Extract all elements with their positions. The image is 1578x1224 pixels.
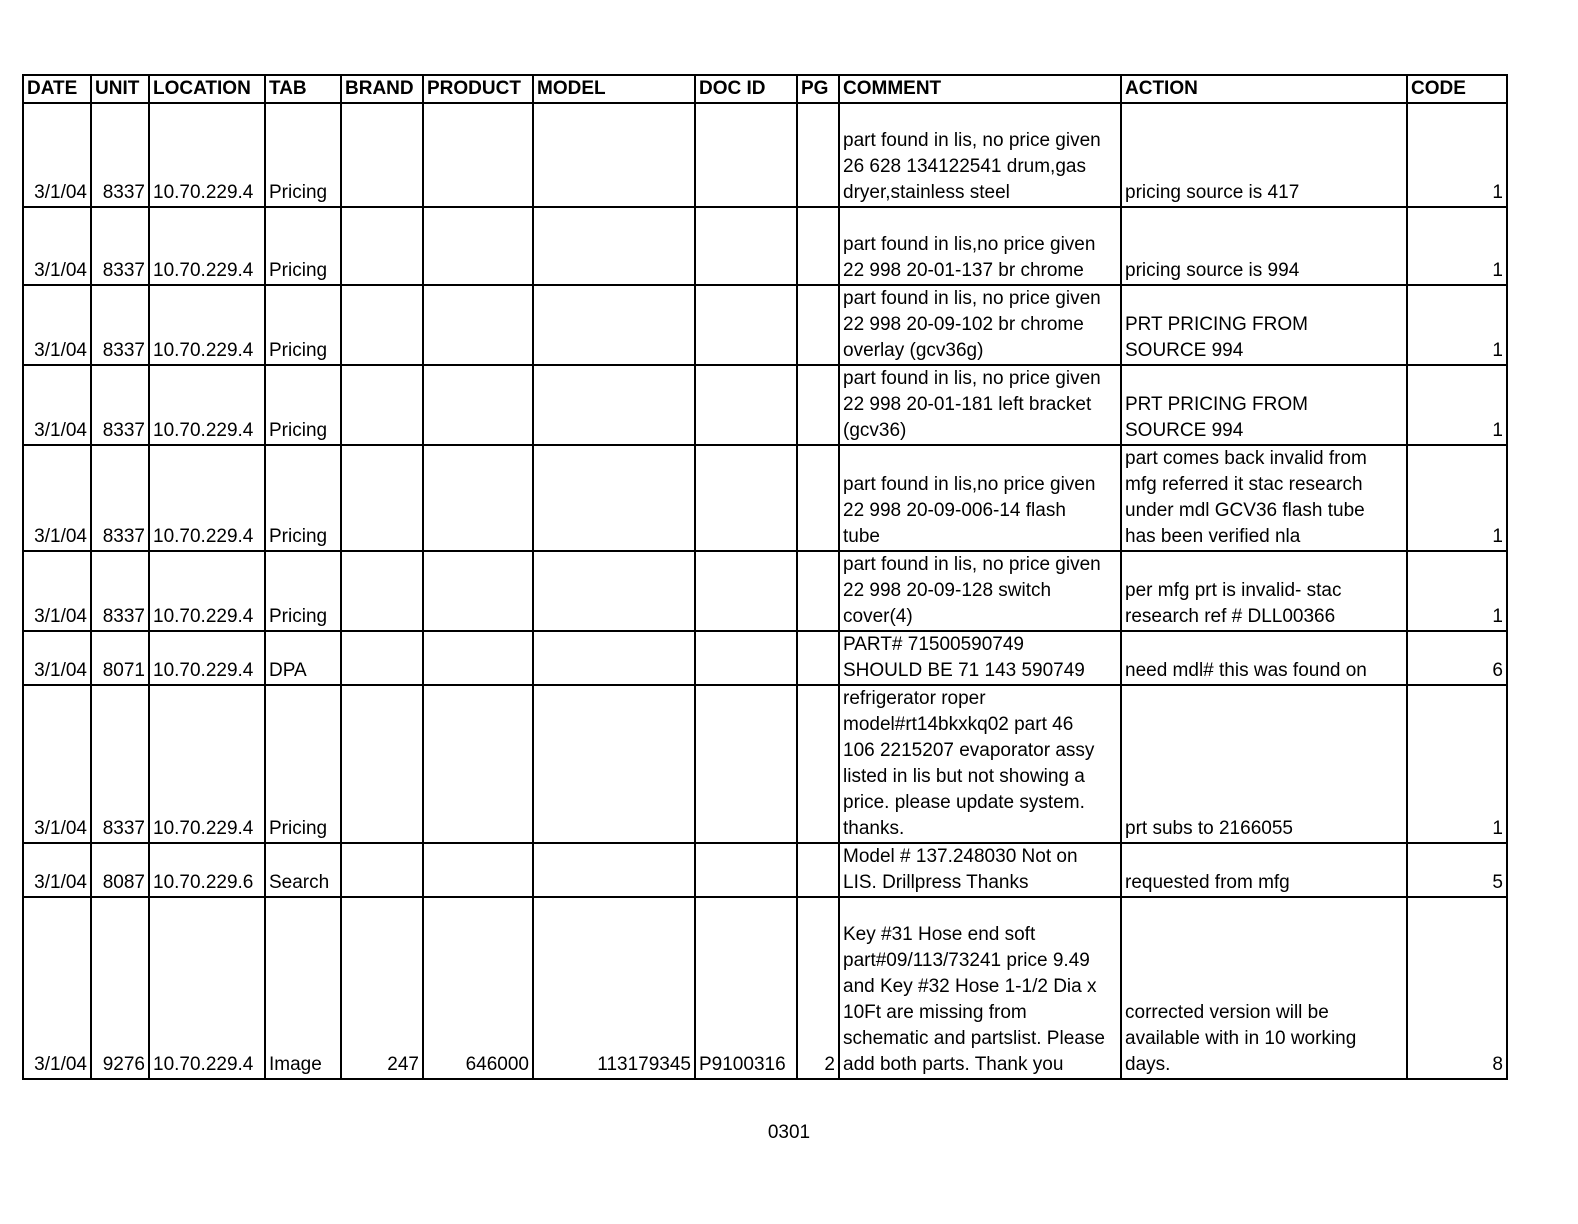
col-product: PRODUCT	[423, 75, 533, 103]
cell-model	[533, 207, 695, 285]
cell-pg	[797, 445, 839, 551]
cell-unit: 8337	[91, 365, 149, 445]
cell-model	[533, 365, 695, 445]
cell-comment: Key #31 Hose end soft part#09/113/73241 price 9.49 and Key #32 Hose 1-1/2 Dia x 10Ft are missing from schematic and partslist. Please add both parts. Thank you	[839, 897, 1121, 1079]
cell-doc-id	[695, 285, 797, 365]
cell-brand	[341, 685, 423, 843]
cell-tab: Image	[265, 897, 341, 1079]
cell-comment: PART# 71500590749 SHOULD BE 71 143 590749	[839, 631, 1121, 685]
cell-date: 3/1/04	[23, 103, 91, 207]
cell-pg	[797, 685, 839, 843]
cell-date: 3/1/04	[23, 285, 91, 365]
cell-model	[533, 445, 695, 551]
table-row	[23, 843, 1507, 897]
cell-model	[533, 631, 695, 685]
cell-code: 1	[1407, 103, 1507, 207]
cell-model: 113179345	[533, 897, 695, 1079]
cell-product	[423, 285, 533, 365]
cell-model	[533, 843, 695, 897]
cell-doc-id	[695, 445, 797, 551]
header-row	[23, 75, 1507, 103]
cell-product	[423, 685, 533, 843]
cell-comment: part found in lis,no price given 22 998 20-01-137 br chrome	[839, 207, 1121, 285]
cell-brand	[341, 551, 423, 631]
table-row	[23, 365, 1507, 445]
table-row	[23, 897, 1507, 1079]
cell-location: 10.70.229.6	[149, 843, 265, 897]
cell-unit: 8337	[91, 207, 149, 285]
cell-date: 3/1/04	[23, 685, 91, 843]
table-row	[23, 631, 1507, 685]
cell-brand: 247	[341, 897, 423, 1079]
col-date: DATE	[23, 75, 91, 103]
cell-doc-id	[695, 685, 797, 843]
cell-action: pricing source is 417	[1121, 103, 1407, 207]
col-brand: BRAND	[341, 75, 423, 103]
cell-code: 5	[1407, 843, 1507, 897]
cell-location: 10.70.229.4	[149, 631, 265, 685]
cell-unit: 8071	[91, 631, 149, 685]
cell-date: 3/1/04	[23, 207, 91, 285]
cell-tab: Pricing	[265, 285, 341, 365]
cell-product	[423, 551, 533, 631]
col-model: MODEL	[533, 75, 695, 103]
cell-brand	[341, 207, 423, 285]
cell-model	[533, 103, 695, 207]
cell-pg	[797, 207, 839, 285]
cell-comment: part found in lis, no price given 22 998 20-09-102 br chrome overlay (gcv36g)	[839, 285, 1121, 365]
cell-code: 1	[1407, 365, 1507, 445]
col-code: CODE	[1407, 75, 1507, 103]
cell-comment: Model # 137.248030 Not on LIS. Drillpress Thanks	[839, 843, 1121, 897]
cell-code: 1	[1407, 685, 1507, 843]
cell-pg: 2	[797, 897, 839, 1079]
cell-action: need mdl# this was found on	[1121, 631, 1407, 685]
col-tab: TAB	[265, 75, 341, 103]
cell-model	[533, 685, 695, 843]
cell-tab: Pricing	[265, 445, 341, 551]
page-number: 0301	[767, 1122, 811, 1143]
cell-action: part comes back invalid from mfg referred it stac research under mdl GCV36 flash tube has been verified nla	[1121, 445, 1407, 551]
table-row	[23, 445, 1507, 551]
table-row	[23, 285, 1507, 365]
cell-unit: 8337	[91, 551, 149, 631]
cell-tab: Search	[265, 843, 341, 897]
cell-product	[423, 365, 533, 445]
cell-code: 1	[1407, 285, 1507, 365]
cell-location: 10.70.229.4	[149, 551, 265, 631]
cell-action: prt subs to 2166055	[1121, 685, 1407, 843]
cell-comment: part found in lis, no price given 22 998 20-01-181 left bracket (gcv36)	[839, 365, 1121, 445]
cell-date: 3/1/04	[23, 897, 91, 1079]
cell-action: per mfg prt is invalid- stac research ref # DLL00366	[1121, 551, 1407, 631]
cell-comment: refrigerator roper model#rt14bkxkq02 part 46 106 2215207 evaporator assy listed in lis but not showing a price. please update system. thanks.	[839, 685, 1121, 843]
cell-comment: part found in lis, no price given 26 628 134122541 drum,gas dryer,stainless steel	[839, 103, 1121, 207]
cell-pg	[797, 631, 839, 685]
table-row	[23, 207, 1507, 285]
cell-location: 10.70.229.4	[149, 285, 265, 365]
cell-location: 10.70.229.4	[149, 445, 265, 551]
cell-unit: 8337	[91, 685, 149, 843]
cell-pg	[797, 103, 839, 207]
issue-log-table	[22, 74, 1508, 1080]
col-action: ACTION	[1121, 75, 1407, 103]
cell-location: 10.70.229.4	[149, 897, 265, 1079]
cell-action: PRT PRICING FROM SOURCE 994	[1121, 365, 1407, 445]
cell-comment: part found in lis,no price given 22 998 20-09-006-14 flash tube	[839, 445, 1121, 551]
cell-date: 3/1/04	[23, 843, 91, 897]
cell-pg	[797, 285, 839, 365]
cell-comment: part found in lis, no price given 22 998 20-09-128 switch cover(4)	[839, 551, 1121, 631]
cell-unit: 8337	[91, 285, 149, 365]
cell-doc-id	[695, 365, 797, 445]
col-unit: UNIT	[91, 75, 149, 103]
table-body	[23, 103, 1507, 1079]
cell-action: PRT PRICING FROM SOURCE 994	[1121, 285, 1407, 365]
cell-product	[423, 843, 533, 897]
cell-unit: 8337	[91, 103, 149, 207]
table-row	[23, 551, 1507, 631]
cell-tab: DPA	[265, 631, 341, 685]
cell-action: pricing source is 994	[1121, 207, 1407, 285]
cell-date: 3/1/04	[23, 445, 91, 551]
cell-tab: Pricing	[265, 365, 341, 445]
cell-unit: 8337	[91, 445, 149, 551]
cell-pg	[797, 551, 839, 631]
cell-tab: Pricing	[265, 551, 341, 631]
cell-location: 10.70.229.4	[149, 685, 265, 843]
cell-brand	[341, 843, 423, 897]
cell-date: 3/1/04	[23, 551, 91, 631]
cell-model	[533, 551, 695, 631]
cell-brand	[341, 285, 423, 365]
col-pg: PG	[797, 75, 839, 103]
cell-brand	[341, 445, 423, 551]
cell-doc-id: P9100316	[695, 897, 797, 1079]
cell-location: 10.70.229.4	[149, 103, 265, 207]
cell-product	[423, 207, 533, 285]
cell-tab: Pricing	[265, 685, 341, 843]
cell-tab: Pricing	[265, 207, 341, 285]
cell-doc-id	[695, 103, 797, 207]
cell-code: 1	[1407, 551, 1507, 631]
cell-product	[423, 631, 533, 685]
cell-code: 6	[1407, 631, 1507, 685]
cell-action: requested from mfg	[1121, 843, 1407, 897]
cell-date: 3/1/04	[23, 631, 91, 685]
cell-tab: Pricing	[265, 103, 341, 207]
cell-code: 1	[1407, 445, 1507, 551]
col-comment: COMMENT	[839, 75, 1121, 103]
col-location: LOCATION	[149, 75, 265, 103]
table-row	[23, 103, 1507, 207]
cell-brand	[341, 103, 423, 207]
cell-brand	[341, 631, 423, 685]
cell-doc-id	[695, 631, 797, 685]
cell-model	[533, 285, 695, 365]
cell-brand	[341, 365, 423, 445]
cell-product	[423, 103, 533, 207]
cell-code: 1	[1407, 207, 1507, 285]
col-doc-id: DOC ID	[695, 75, 797, 103]
cell-location: 10.70.229.4	[149, 365, 265, 445]
table-row	[23, 685, 1507, 843]
cell-date: 3/1/04	[23, 365, 91, 445]
cell-action: corrected version will be available with in 10 working days.	[1121, 897, 1407, 1079]
cell-code: 8	[1407, 897, 1507, 1079]
cell-doc-id	[695, 551, 797, 631]
cell-pg	[797, 365, 839, 445]
cell-doc-id	[695, 207, 797, 285]
cell-pg	[797, 843, 839, 897]
cell-unit: 8087	[91, 843, 149, 897]
cell-unit: 9276	[91, 897, 149, 1079]
cell-location: 10.70.229.4	[149, 207, 265, 285]
cell-doc-id	[695, 843, 797, 897]
cell-product	[423, 445, 533, 551]
cell-product: 646000	[423, 897, 533, 1079]
